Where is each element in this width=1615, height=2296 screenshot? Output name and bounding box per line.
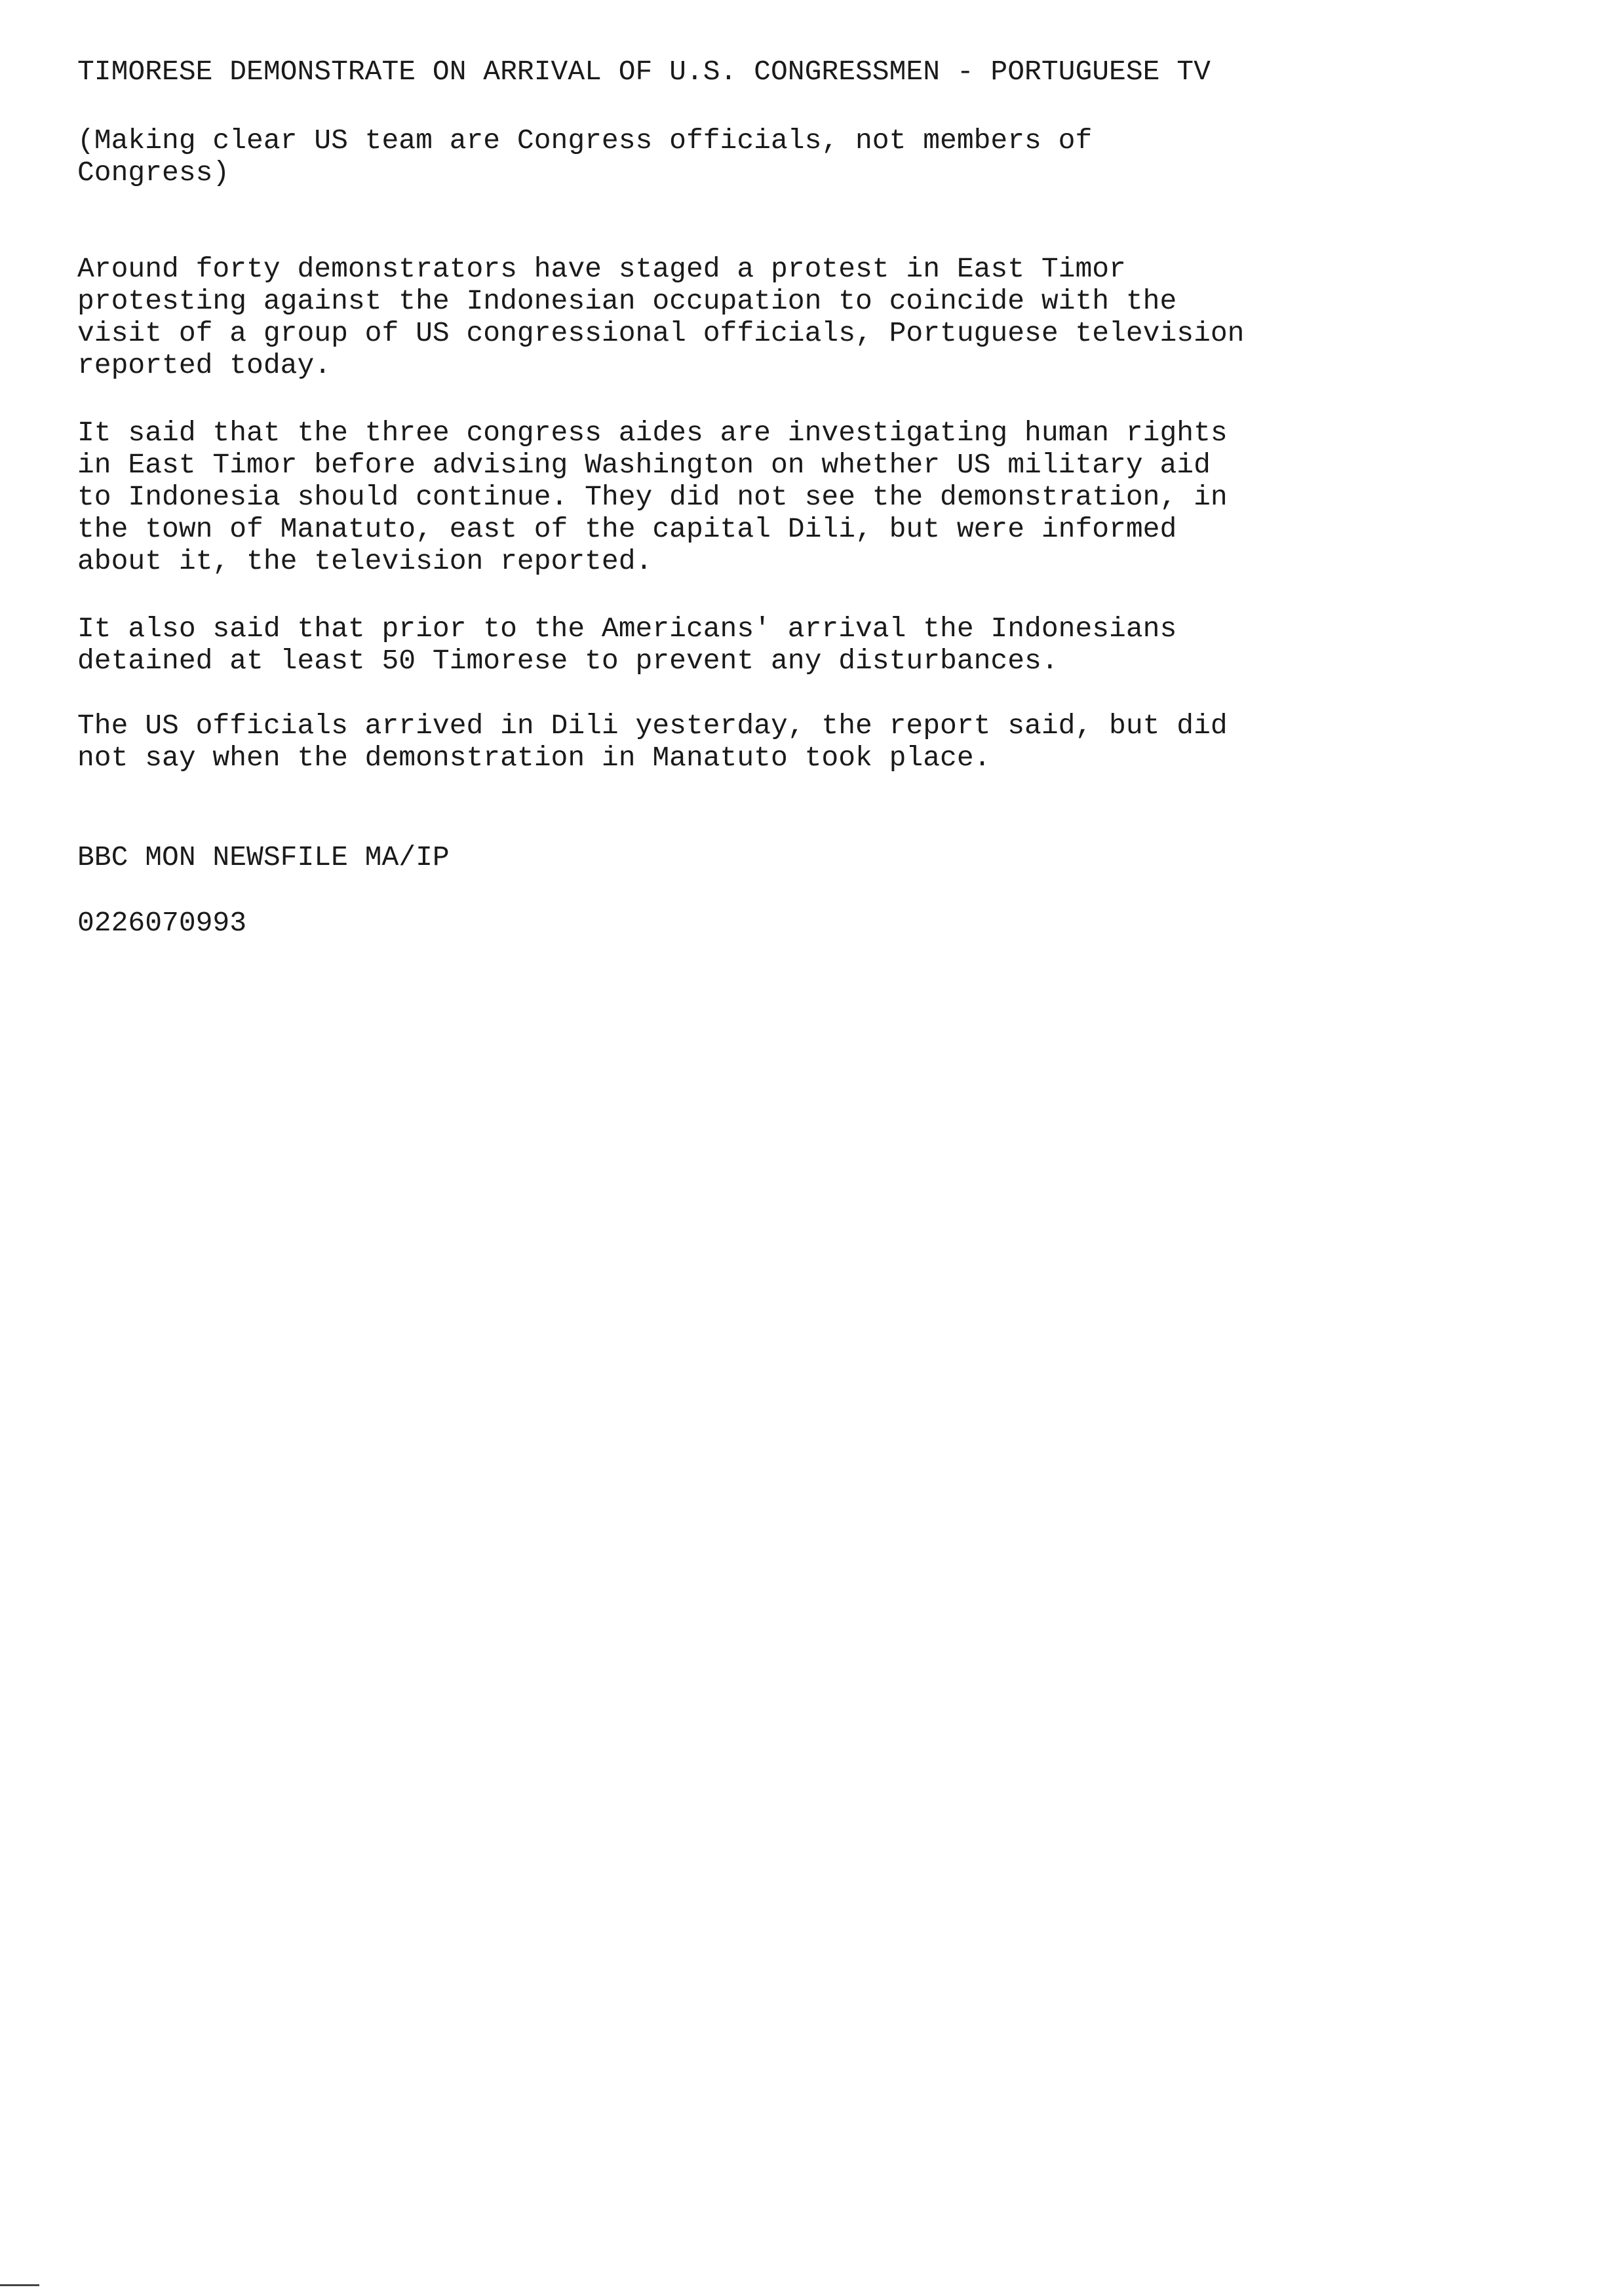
- headline: TIMORESE DEMONSTRATE ON ARRIVAL OF U.S. CONGRESSMEN - PORTUGUESE TV: [77, 56, 1211, 88]
- paragraph-3: It also said that prior to the Americans' arrival the Indonesians detained at least 50 Timorese to prevent any disturbances.: [77, 613, 1177, 677]
- editorial-note: (Making clear US team are Congress officials, not members of Congress): [77, 124, 1093, 189]
- source-line: BBC MON NEWSFILE MA/IP: [77, 841, 450, 873]
- paragraph-2: It said that the three congress aides are investigating human rights in East Timor before advising Washington on whether US military aid to Indonesia should continue. They did not see the demonstration, in the town of Manatuto, east of the capital Dili, but were informed about it, the television reported.: [77, 417, 1228, 577]
- paragraph-4: The US officials arrived in Dili yesterday, the report said, but did not say when the demonstration in Manatuto took place.: [77, 710, 1228, 774]
- reference-number: 0226070993: [77, 907, 247, 939]
- paragraph-1: Around forty demonstrators have staged a protest in East Timor protesting against the Indonesian occupation to coincide with the visit of a group of US congressional officials, Portuguese television reported today.: [77, 253, 1245, 381]
- scan-edge-mark: [0, 2284, 39, 2286]
